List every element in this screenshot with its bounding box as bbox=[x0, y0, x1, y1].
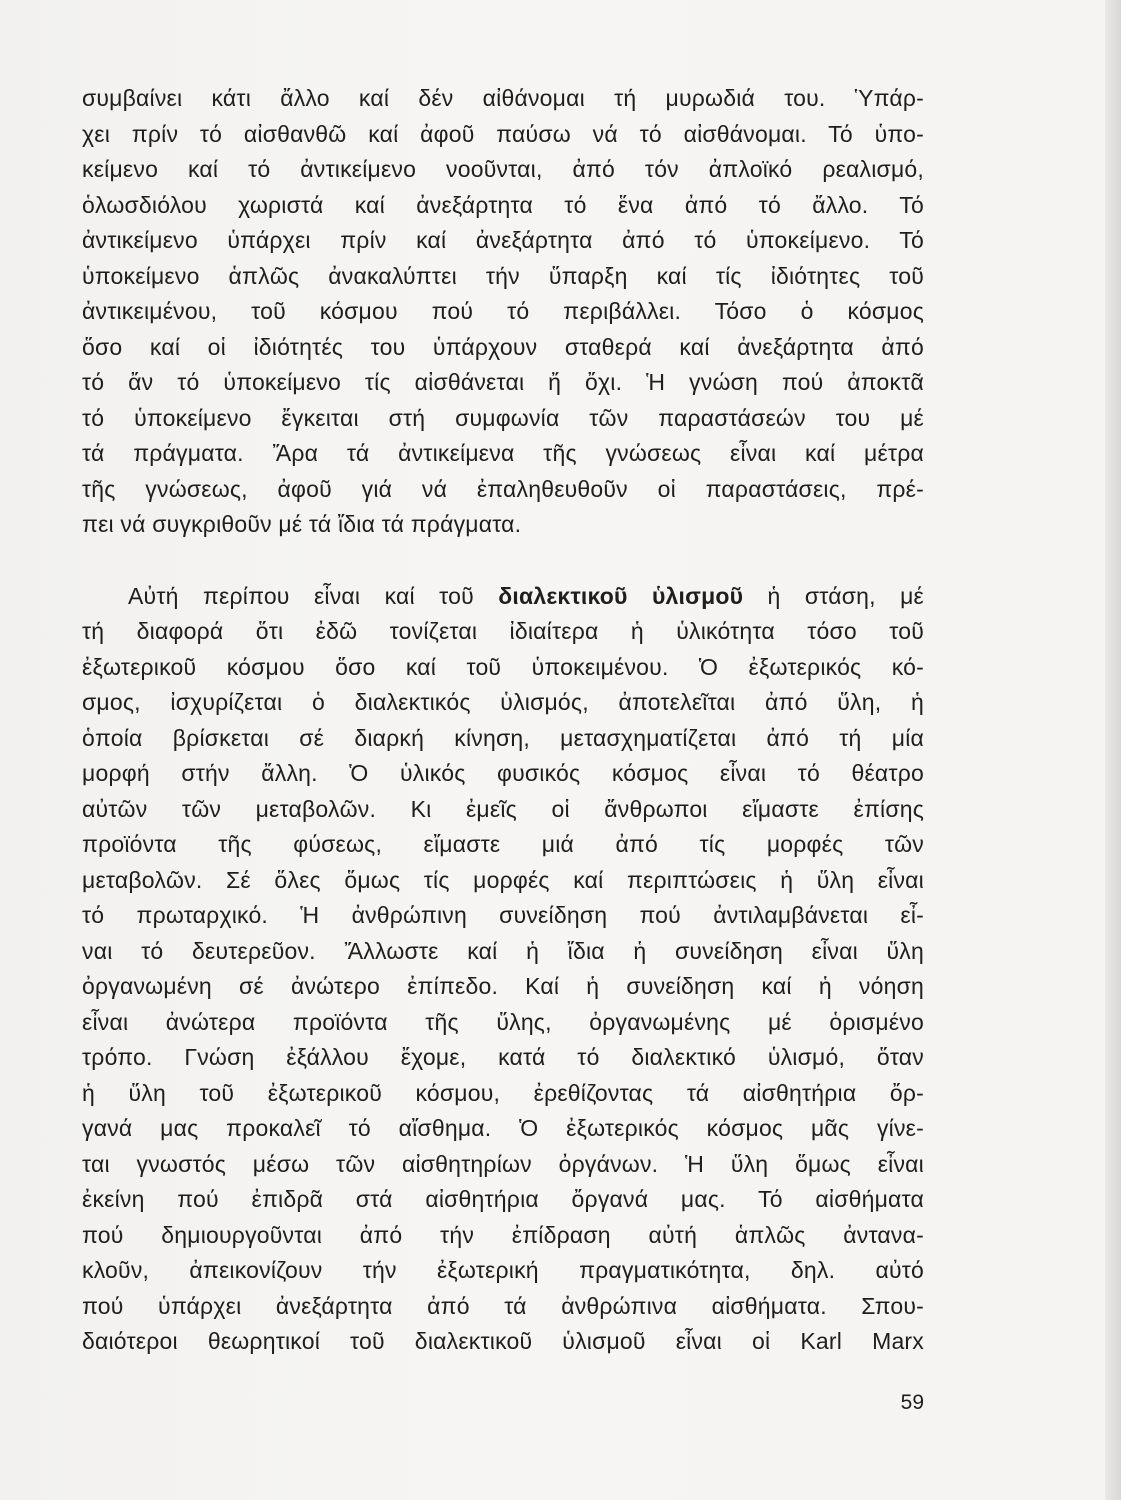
text-line-last: πει νά συγκριθοῦν μέ τά ἴδια τά πράγματα. bbox=[82, 511, 522, 537]
text-line: ἐξωτερικοῦ κόσμου ὅσο καί τοῦ ὑποκειμένου. Ὁ ἐξωτερικός κό- bbox=[82, 653, 924, 680]
text-line: ὀργανωμένη σέ ἀνώτερο ἐπίπεδο. Καί ἡ συνείδηση καί ἡ νόηση bbox=[82, 973, 924, 999]
text-line: ὁποία βρίσκεται σέ διαρκή κίνηση, μετασχηματίζεται ἀπό τή μία bbox=[82, 724, 924, 751]
text-line: ὅσο καί οἱ ἰδιότητές του ὑπάρχουν σταθερά καί ἀνεξάρτητα ἀπό bbox=[82, 333, 924, 360]
text-line: ἐκείνη πού ἐπιδρᾶ στά αἰσθητήρια ὄργανά μας. Τό αἰσθήματα bbox=[82, 1186, 924, 1212]
text-line: τό πρωταρχικό. Ἡ ἀνθρώπινη συνείδηση πού ἀντιλαμβάνεται εἶ- bbox=[82, 902, 924, 928]
text-fragment: ἡ στάση, μέ bbox=[743, 582, 924, 609]
text-line: εἶναι ἀνώτερα προϊόντα τῆς ὕλης, ὀργανωμένης μέ ὁρισμένο bbox=[82, 1008, 924, 1035]
text-line: ναι τό δευτερεῦον. Ἄλλωστε καί ἡ ἴδια ἡ συνείδηση εἶναι ὕλη bbox=[82, 937, 924, 964]
text-line: τή διαφορά ὅτι ἐδῶ τονίζεται ἰδιαίτερα ἡ ὑλικότητα τόσο τοῦ bbox=[82, 618, 924, 644]
text-line: ἀντικείμενο ὑπάρχει πρίν καί ἀνεξάρτητα ἀπό τό ὑποκείμενο. Τό bbox=[82, 227, 924, 253]
text-line: ἡ ὕλη τοῦ ἐξωτερικοῦ κόσμου, ἐρεθίζοντας τά αἰσθητήρια ὄρ- bbox=[82, 1079, 924, 1106]
page-edge-shadow bbox=[1105, 0, 1121, 1500]
text-line: κλοῦν, ἀπεικονίζουν τήν ἐξωτερική πραγματικότητα, δηλ. αὐτό bbox=[82, 1257, 924, 1283]
text-line: γανά μας προκαλεῖ τό αἴσθημα. Ὁ ἐξωτερικός κόσμος μᾶς γίνε- bbox=[82, 1115, 924, 1141]
bold-term: διαλεκτικοῦ ὑλισμοῦ bbox=[498, 582, 744, 609]
text-line: τῆς γνώσεως, ἀφοῦ γιά νά ἐπαληθευθοῦν οἱ παραστάσεις, πρέ- bbox=[82, 475, 924, 502]
text-line: σμος, ἰσχυρίζεται ὁ διαλεκτικός ὑλισμός, ἀποτελεῖται ἀπό ὕλη, ἡ bbox=[82, 689, 924, 715]
text-line: αὐτῶν τῶν μεταβολῶν. Κι ἐμεῖς οἱ ἄνθρωποι εἴμαστε ἐπίσης bbox=[82, 795, 924, 822]
text-line: ἀντικειμένου, τοῦ κόσμου πού τό περιβάλλει. Τόσο ὁ κόσμος bbox=[82, 298, 924, 324]
body-text bbox=[82, 81, 924, 1360]
text-line: ται γνωστός μέσω τῶν αἰσθητηρίων ὀργάνων. Ἡ ὕλη ὅμως εἶναι bbox=[82, 1150, 924, 1177]
text-line: ὑποκείμενο ἁπλῶς ἀνακαλύπτει τήν ὕπαρξη καί τίς ἰδιότητες τοῦ bbox=[82, 262, 924, 289]
page-number: 59 bbox=[900, 1391, 924, 1414]
text-line: τρόπο. Γνώση ἐξάλλου ἔχομε, κατά τό διαλεκτικό ὑλισμό, ὅταν bbox=[82, 1044, 924, 1070]
text-line: συμβαίνει κάτι ἄλλο καί δέν αἰθάνομαι τή μυρωδιά του. Ὑπάρ- bbox=[82, 85, 924, 111]
text-line: μορφή στήν ἄλλη. Ὁ ὑλικός φυσικός κόσμος εἶναι τό θέατρο bbox=[82, 760, 924, 786]
text-line: προϊόντα τῆς φύσεως, εἴμαστε μιά ἀπό τίς μορφές τῶν bbox=[82, 831, 924, 857]
text-line: δαιότεροι θεωρητικοί τοῦ διαλεκτικοῦ ὑλισμοῦ εἶναι οἱ Karl Marx bbox=[82, 1328, 924, 1354]
paragraph-2-first-line bbox=[82, 579, 924, 615]
text-line: πού δημιουργοῦνται ἀπό τήν ἐπίδραση αὐτή ἁπλῶς ἀντανα- bbox=[82, 1221, 924, 1248]
text-line: τά πράγματα. Ἄρα τά ἀντικείμενα τῆς γνώσεως εἶναι καί μέτρα bbox=[82, 440, 924, 466]
text-line: κείμενο καί τό ἀντικείμενο νοοῦνται, ἀπό τόν ἀπλοϊκό ρεαλισμό, bbox=[82, 156, 924, 182]
text-line: τό ἄν τό ὑποκείμενο τίς αἰσθάνεται ἤ ὄχι. Ἡ γνώση πού ἀποκτᾶ bbox=[82, 369, 924, 395]
text-line: πού ὑπάρχει ἀνεξάρτητα ἀπό τά ἀνθρώπινα αἰσθήματα. Σπου- bbox=[82, 1292, 924, 1319]
text-fragment: Αὐτή περίπου εἶναι καί τοῦ bbox=[128, 582, 499, 609]
paragraph-gap bbox=[82, 543, 924, 579]
text-line: χει πρίν τό αἰσθανθῶ καί ἀφοῦ παύσω νά τό αἰσθάνομαι. Τό ὑπο- bbox=[82, 120, 924, 147]
text-line: μεταβολῶν. Σέ ὅλες ὅμως τίς μορφές καί περιπτώσεις ἡ ὕλη εἶναι bbox=[82, 866, 924, 893]
text-line: τό ὑποκείμενο ἔγκειται στή συμφωνία τῶν παραστάσεών του μέ bbox=[82, 404, 924, 431]
text-line: ὁλωσδιόλου χωριστά καί ἀνεξάρτητα τό ἕνα ἀπό τό ἄλλο. Τό bbox=[82, 191, 924, 218]
